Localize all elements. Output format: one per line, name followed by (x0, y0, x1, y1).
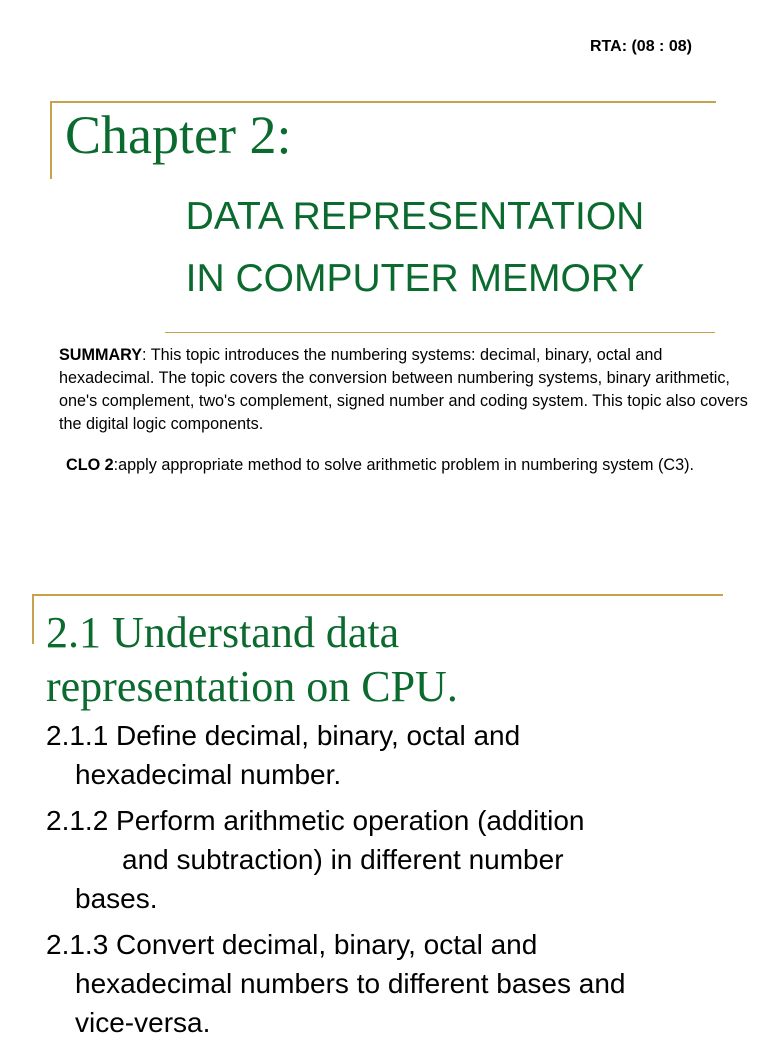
subtitle-line-2: IN COMPUTER MEMORY (185, 257, 645, 300)
clo-paragraph (66, 454, 746, 477)
objective-1-line-2: hexadecimal number. (75, 759, 342, 790)
objective-2-line-3: bases. (75, 883, 158, 914)
clo-text: :apply appropriate method to solve arithmetic problem in numbering system (C3). (113, 456, 694, 474)
objective-2-line-2: and subtraction) in different number (122, 844, 564, 875)
section-title: 2.1 Understand data representation on CPU. (46, 608, 458, 711)
summary-text: : This topic introduces the numbering systems: decimal, binary, octal and hexadecimal. The topic covers the conversion between numbering systems, binary arithmetic, one's complement, two's complement, signed number and coding system. This topic also covers the digital logic components. (59, 346, 748, 433)
section-frame-left-rule (32, 594, 34, 644)
subtitle-line-1: DATA REPRESENTATION (185, 195, 645, 238)
subtitle-divider (165, 332, 715, 333)
summary-paragraph (59, 344, 749, 436)
objective-3-line-3: vice-versa. (75, 1007, 211, 1038)
rta-label: RTA: (08 : 08) (590, 38, 692, 55)
objective-1-line-1: 2.1.1 Define decimal, binary, octal and (46, 720, 521, 751)
title-frame-top-rule (50, 101, 716, 103)
section-frame-top-rule (32, 594, 723, 596)
objective-item (46, 925, 736, 1042)
chapter-title: Chapter 2: (65, 105, 292, 165)
summary-label: SUMMARY (59, 346, 143, 364)
title-frame-left-rule (50, 101, 52, 179)
objective-item (46, 801, 736, 918)
objective-item (46, 716, 736, 794)
clo-label: CLO 2 (66, 456, 114, 474)
objective-3-line-1: 2.1.3 Convert decimal, binary, octal and (46, 929, 538, 960)
objective-2-line-1: 2.1.2 Perform arithmetic operation (addition (46, 805, 585, 836)
objective-3-line-2: hexadecimal numbers to different bases and (75, 968, 626, 999)
